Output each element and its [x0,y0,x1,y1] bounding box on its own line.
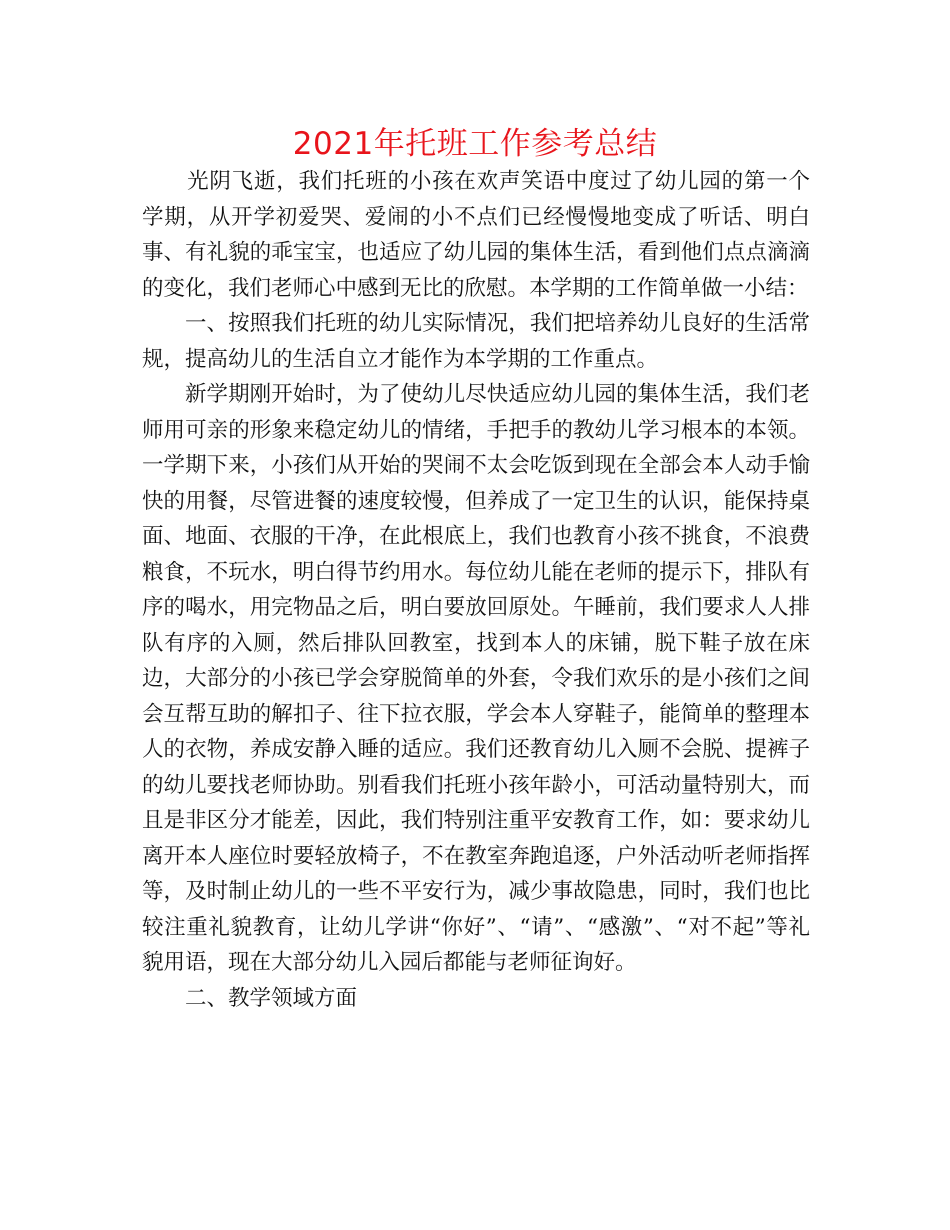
paragraph-section-two-heading: 二、教学领域方面 [185,985,358,1011]
paragraph-intro: 光阴飞逝，我们托班的小孩在欢声笑语中度过了幼儿园的第一个学期，从开学初爱哭、爱闹的小不点们已经慢慢地变成了听话、明白事、有礼貌的乖宝宝，也适应了幼儿园的集体生活，看到他们点点滴滴的变化，我们老师心中感到无比的欣慰。本学期的工作简单做一小结： [142,169,810,301]
paragraph-section-one-body: 新学期刚开始时，为了使幼儿尽快适应幼儿园的集体生活，我们老师用可亲的形象来稳定幼儿的情绪，手把手的教幼儿学习根本的本领。一学期下来，小孩们从开始的哭闹不太会吃饭到现在全部会本人动手愉快的用餐，尽管进餐的速度较慢，但养成了一定卫生的认识，能保持桌面、地面、衣服的干净，在此根底上，我们也教育小孩不挑食，不浪费粮食，不玩水，明白得节约用水。每位幼儿能在老师的提示下，排队有序的喝水，用完物品之后，明白要放回原处。午睡前，我们要求人人排队有序的入厕，然后排队回教室，找到本人的床铺，脱下鞋子放在床边，大部分的小孩已学会穿脱简单的外套，令我们欢乐的是小孩们之间会互帮互助的解扣子、往下拉衣服，学会本人穿鞋子，能简单的整理本人的衣物，养成安静入睡的适应。我们还教育幼儿入厕不会脱、提裤子的幼儿要找老师协助。别看我们托班小孩年龄小，可活动量特别大，而且是非区分才能差，因此，我们特别注重平安教育工作，如：要求幼儿离开本人座位时要轻放椅子，不在教室奔跑追逐，户外活动听老师指挥等，及时制止幼儿的一些不平安行为，减少事故隐患，同时，我们也比较注重礼貌教育，让幼儿学讲“你好”、“请”、“感激”、“对不起”等礼貌用语，现在大部分幼儿入园后都能与老师征询好。 [142,382,810,975]
paragraph-section-one-heading: 一、按照我们托班的幼儿实际情况，我们把培养幼儿良好的生活常规，提高幼儿的生活自立才能作为本学期的工作重点。 [142,311,810,372]
document-body [142,164,810,1016]
document-title: 2021年托班工作参考总结 [292,126,658,162]
